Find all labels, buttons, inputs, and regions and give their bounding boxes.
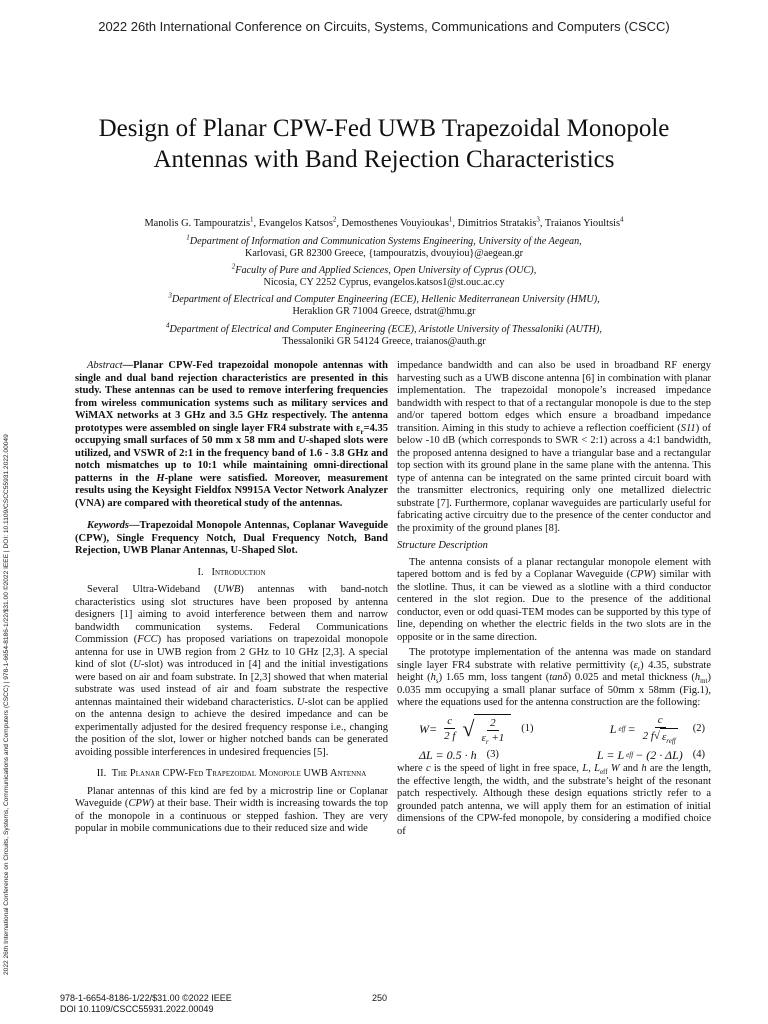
left-column [75, 360, 388, 836]
equation-row-1 [397, 714, 711, 745]
affiliation-address: Karlovasi, GR 82300 Greece, {tampouratzis, dvouyiou}@aegean.gr [244, 248, 523, 259]
section-heading-1: I. Introduction [197, 566, 266, 578]
equation-number-4: (4) [692, 748, 705, 760]
subsection-heading: Structure Description [397, 540, 488, 551]
author-name: Dimitrios Stratakis [457, 218, 537, 229]
affiliation-dept: Department of Electrical and Computer Engineering (ECE), Aristotle University of Thessaloniki (AUTH), [169, 324, 602, 335]
right-paragraph-4: where c is the speed of light in free space, L, $L_{eff}$ W and h are the length, the effective length, the width, and the substrate’s height of the resonant patch respectively. Although these design equations strictly refer to a grounded patch antenna, we will apply them for an estimation of initial dimensions of the CPW-fed monopole, by considering a modified choice of [397, 763, 712, 837]
footer-copyright [60, 993, 232, 1014]
affiliation-4 [90, 321, 678, 348]
author-name: Demosthenes Vouyioukas [341, 218, 449, 229]
author-affiliation-sup: 3 [536, 215, 540, 224]
conference-header: 2022 26th International Conference on Circuits, Systems, Communications and Computers (CSCC) [98, 19, 670, 34]
affiliation-sup: 2 [231, 262, 236, 271]
footer-isbn: 978-1-6654-8186-1/22/$31.00 ©2022 IEEE [60, 993, 232, 1003]
affiliation-address: Heraklion GR 71004 Greece, dstrat@hmu.gr [292, 306, 476, 317]
affiliation-dept: Faculty of Pure and Applied Sciences, Open University of Cyprus (OUC), [235, 265, 537, 276]
keywords: Keywords—Trapezoidal Monopole Antennas, Coplanar Waveguide (CPW), Single Frequency Notch, Dual Frequency Notch, Band Rejection, UWB Planar Antennas, U-Shaped Slot. [75, 520, 388, 556]
right-paragraph-3: The prototype implementation of the antenna was made on standard single layer FR4 substrate with relative permittivity $(\varepsilon_r)$ 4.35, substrate height $(h_s)$ 1.65 mm, loss tangent (tanδ) 0.025 and metal thickness $(h_{mt})$ 0.035 mm occupying a small planar surface of 50mm x 58mm (Fig.1), where the equations used for the antenna construction are the following: [397, 647, 711, 708]
affiliation-sup: 3 [168, 291, 172, 300]
equation-4: L = L eff − (2 · ΔL) (4) [596, 747, 705, 762]
section-heading-2: II. The Planar CPW-Fed Trapezoidal Monopole UWB Antenna [96, 768, 367, 779]
equation-3: ΔL = 0.5 · h (3) [419, 747, 499, 762]
equation-row-2 [397, 749, 711, 762]
abstract: Abstract—Planar CPW-Fed trapezoidal monopole antennas with single and dual band rejection characteristics are presented in this study. These antennas can be used to remove interfering frequencies from wireless communication systems such as military services and WiMAX networks at 3 GHz and 3.5 GHz respectively. The antenna prototypes were assembled on single layer FR4 substrate with $\varepsilon_r=4.35$ occupying small surfaces of 50 mm x 58 mm and U-shaped slots were utilized, and VSWR of 2:1 in the frequency band of 1.6 - 3.8 GHz and notch mismatches up to 10:1 while maintaining omni-directional patterns in the H-plane were satisfied. Moreover, measurement results using the Keysight Fieldfox N9915A Vector Network Analyzer (VNA) are compared with theoretical study of the antennas. [75, 360, 388, 509]
affiliation-address: Nicosia, CY 2252 Cyprus, evangelos.katsos1@st.ouc.ac.cy [263, 277, 505, 288]
right-column [397, 360, 711, 838]
author-affiliation-sup: 4 [620, 215, 624, 224]
affiliation-sup: 1 [186, 233, 190, 242]
page-number: 250 [372, 993, 388, 1003]
author-affiliation-sup: 1 [448, 215, 453, 224]
affiliation-address: Thessaloniki GR 54124 Greece, traianos@auth.gr [282, 336, 486, 347]
intro-paragraph: Several Ultra-Wideband (UWB) antennas with band-notch characteristics using slot structures have been proposed by antenna designers [1] aiming to avoid interference between them and narrow bandwidth communication systems. Federal Communications Commission (FCC) has proposed variations on trapezoidal monopole antenna for use in UWB region from 2 GHz to 10 GHz [2,3]. A special kind of slot (U-slot) was introduced in [4] and the initial investigations were based on air and foam substrate. In [2,3] showed that when material substrate was used instead of air and foam substrate the respective antennas maintained their wideband characteristics. U-slot can be applied on the antenna design to achieve the desired impedance and can be experimentally adjusted for the desired frequency response i.e., changing the position of the slot, lower or higher notched bands can be generated avoiding possible interferences in undesired frequencies [5]. [75, 584, 388, 758]
author-list: Manolis G. Tampouratzis$^1$, Evangelos Katsos$^2$, Demosthenes Vouyioukas$^1$, Dimitrios Stratakis$^3$, Traianos Yioultsis$^4$ [144, 215, 624, 229]
affiliation-2 [90, 262, 678, 289]
affiliation-3 [90, 291, 678, 318]
equation-number-2: (2) [692, 722, 705, 734]
paper-title: Design of Planar CPW-Fed UWB Trapezoidal Monopole Antennas with Band Rejection Characteristics [98, 115, 670, 173]
right-paragraph-1: impedance bandwidth and can also be used in broadband RF energy harvesting such as a UWB discone antenna [6] in combination with planar implementation. The trapezoidal monopole’s increased impedance bandwidth with respect to that of a rectangular monopole is due to the step and/or tapered bottom edges which ensure a broadband impedance transition. Aiming in this study to achieve a reflection coefficient (S11) of below -10 dB (which corresponds to SWR < 2:1) across a 4:1 bandwidth, the proposed antenna designed to have a triangular base and a rectangular top section with its ground plane in the same plane with the antenna. This type of antenna can be integrated on the same printed circuit board with the transmitter electronics, requiring only one metallized dielectric substrate [7]. Furthermore, coplanar waveguides are particularly useful for fabricating active circuitry due to the presence of the center conductor and the proximity of the ground planes [8]. [397, 360, 711, 534]
footer-doi: DOI 10.1109/CSCC55931.2022.00049 [60, 1003, 214, 1014]
author-name: Traianos Yioultsis [544, 218, 621, 229]
author-affiliation-sup: 1 [250, 215, 254, 224]
affiliation-1 [90, 233, 678, 260]
keywords-lead: Keywords [87, 520, 129, 531]
affiliation-dept: Department of Information and Communication Systems Engineering, University of the Aegean, [189, 236, 582, 247]
section2-paragraph: Planar antennas of this kind are fed by a microstrip line or Coplanar Waveguide (CPW) at their base. Their width is increasing towards the top of the monopole in a continuous or stepped fashion. They are very popular in mobile communications due to their reduced size and wide [75, 785, 388, 834]
author-affiliation-sup: 2 [332, 215, 337, 224]
equation-2: L eff = c 2 f √ $\varepsilon_{reff}$ (2) [609, 714, 705, 746]
side-margin-note: 2022 26th International Conference on Circuits, Systems, Communications and Computers (CSCC) | 978-1-6654-8186-1/22/$31.00 ©2022 IEEE | DOI: 10.1109/CSCC55931.2022.00049 [3, 434, 10, 975]
equation-number-1: (1) [521, 722, 534, 734]
author-name: Evangelos Katsos [258, 218, 333, 229]
affiliation-sup: 4 [166, 321, 170, 330]
abstract-lead: Abstract [87, 360, 123, 371]
equation-1: W= $\frac{c}{2 f}$ √ $\frac{2}{\varepsilon_r +1}$ (1) [419, 715, 534, 746]
equation-number-3: (3) [486, 748, 499, 760]
affiliation-dept: Department of Electrical and Computer Engineering (ECE), Hellenic Mediterranean University (HMU), [171, 294, 600, 305]
right-paragraph-2: The antenna consists of a planar rectangular monopole element with tapered bottom and is fed by a Coplanar Waveguide (CPW) similar with the slotline. Thus, it can be viewed as a slotline with a third conductor centered in the slot region. Due to the presence of the additional conductor, even or odd quasi-TEM modes can be supported by this type of line, depending on whether the electric fields in the two slots are in the opposite or in the same direction. [397, 556, 711, 643]
author-name: Manolis G. Tampouratzis [144, 218, 251, 229]
